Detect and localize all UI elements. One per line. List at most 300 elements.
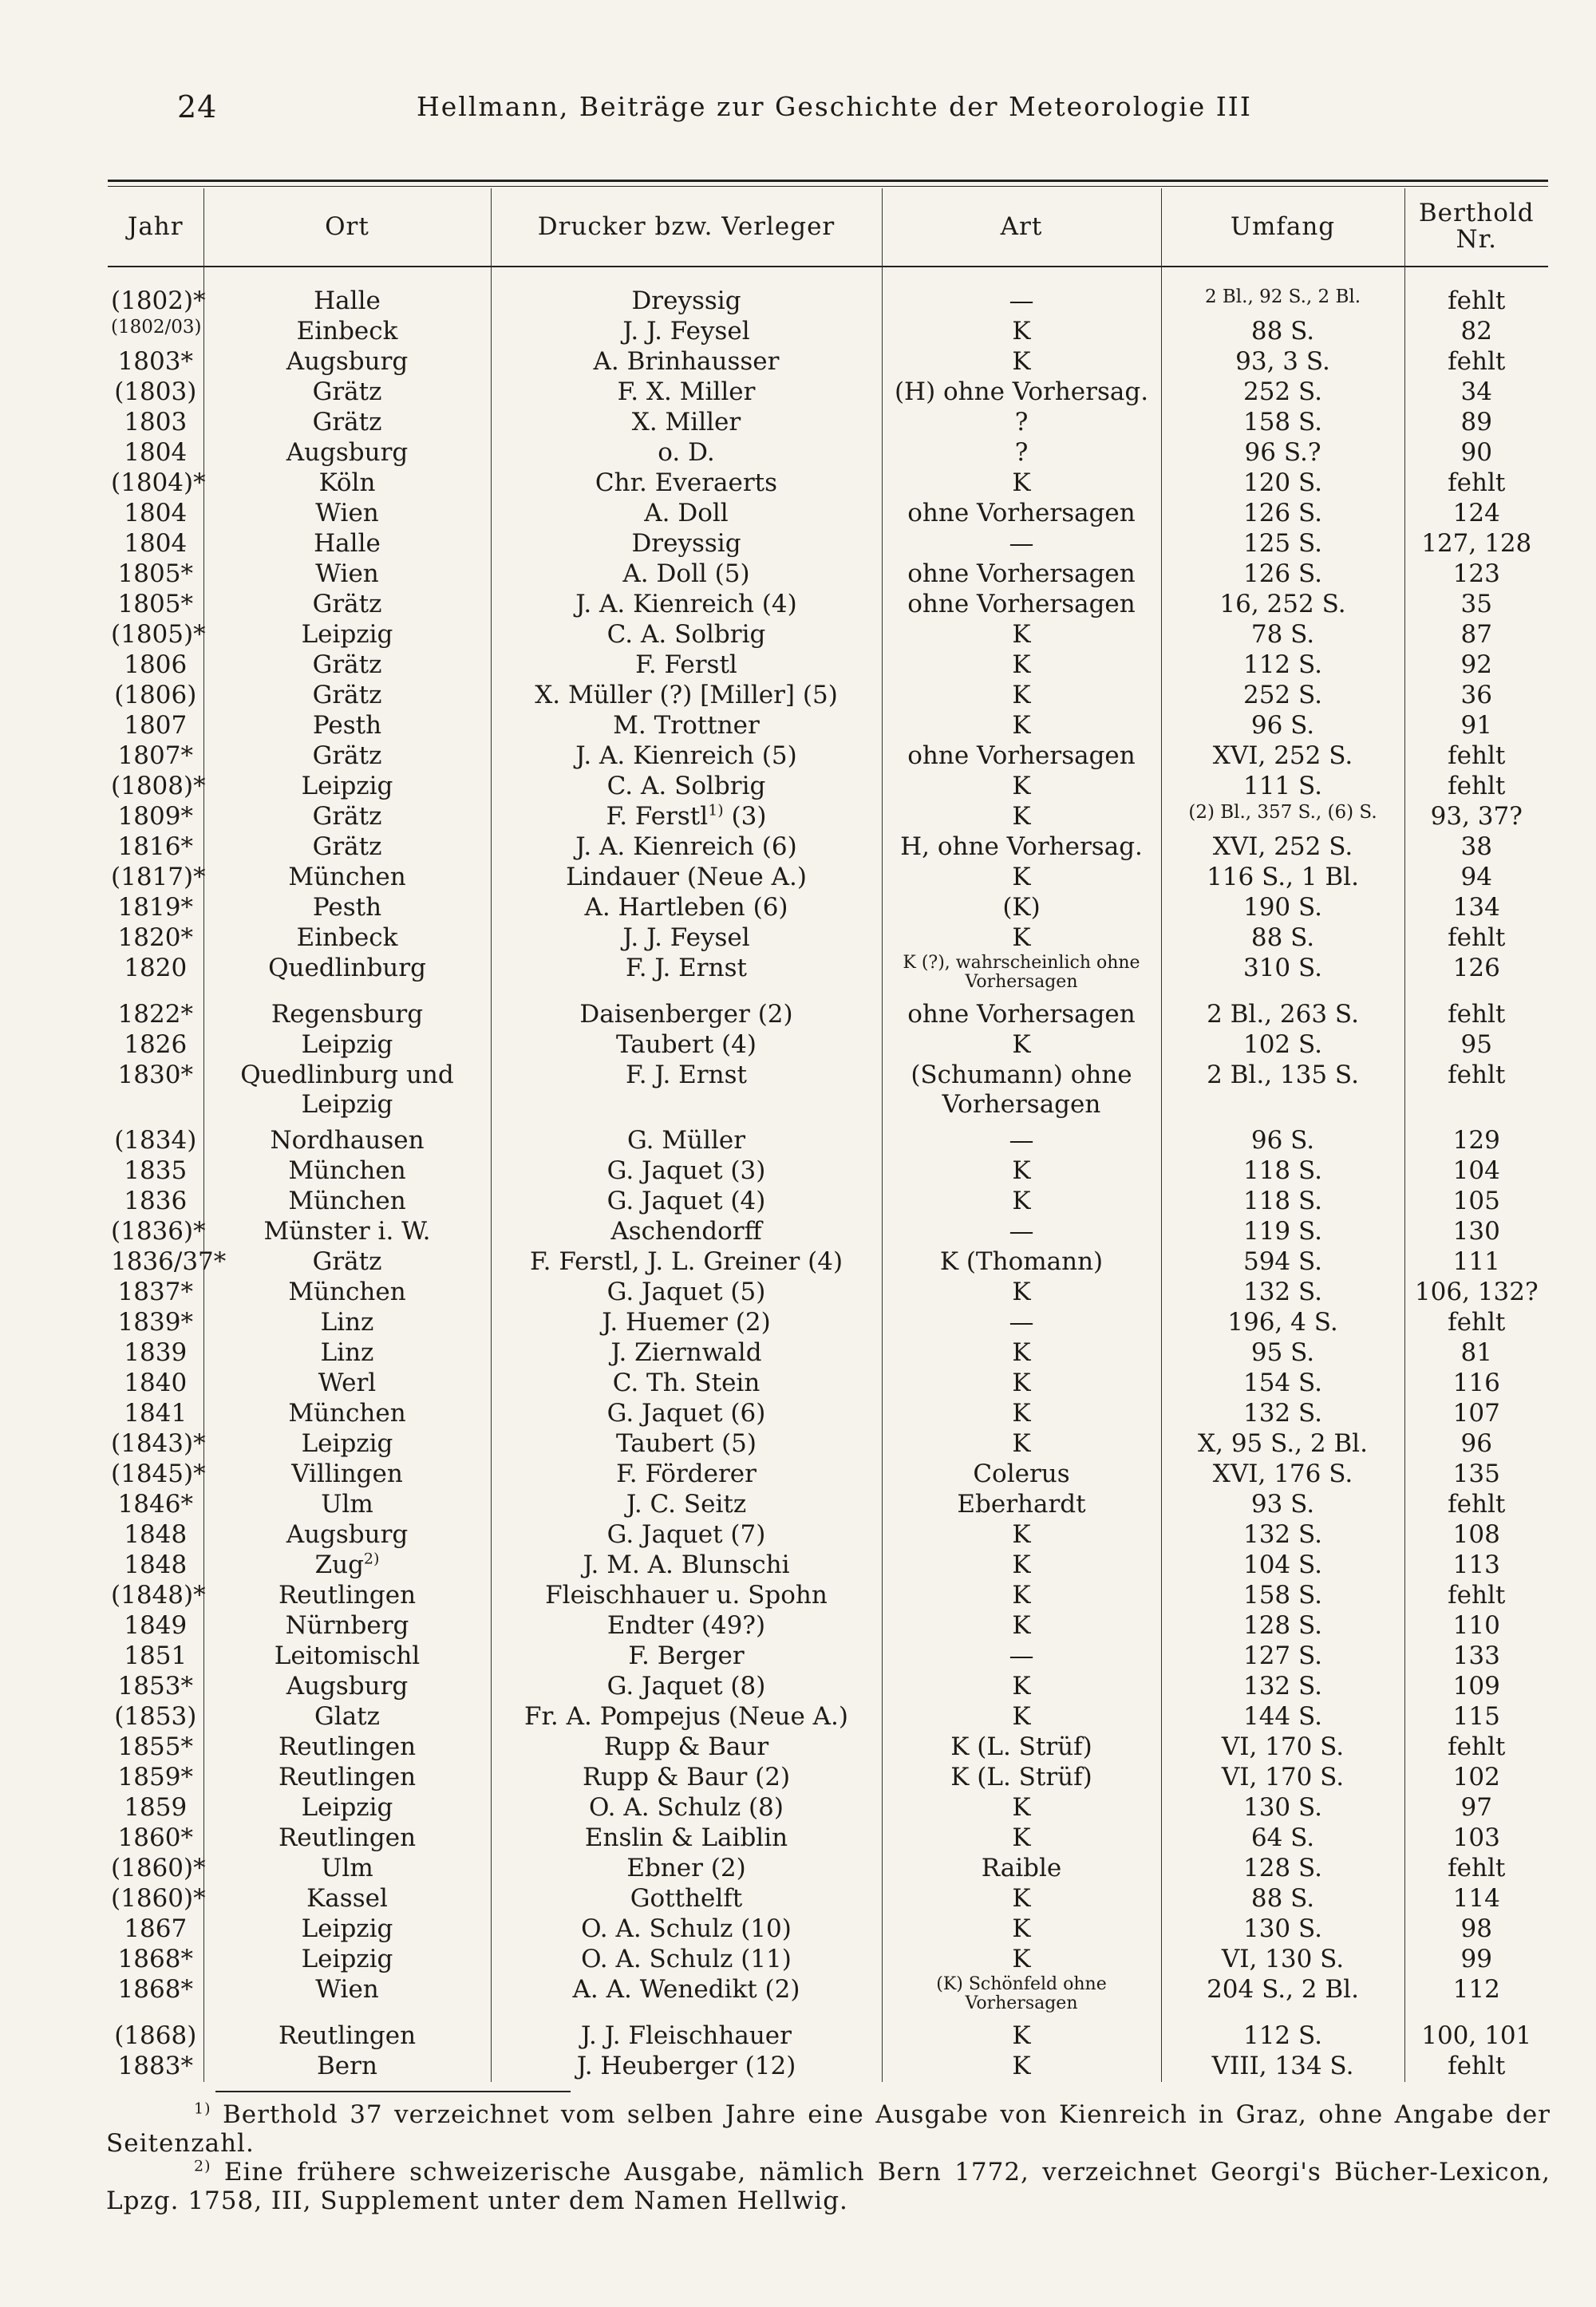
cell-jahr: 1820* [117,923,193,952]
cell-umfang: 125 S. [1161,529,1404,559]
footnote-ref: 2) [363,1550,380,1568]
ort-text: Augsburg [286,438,409,467]
cell-ort [203,1278,491,1308]
cell-jahr: 1836 [124,1187,188,1215]
cell-art: K [882,1581,1161,1611]
cell-art: K [882,1823,1161,1854]
cell-jahr: 1804 [124,499,188,527]
cell-drucker [491,741,882,772]
cell-art: K (L. Strüf) [882,1763,1161,1793]
cell-drucker [491,1520,882,1551]
cell-jahr: 1848 [124,1551,188,1579]
cell-drucker [491,650,882,681]
cell-drucker [491,1490,882,1520]
cell-umfang: 128 S. [1161,1854,1404,1884]
cell-umfang: 16, 252 S. [1161,590,1404,620]
cell-umfang: 158 S. [1161,408,1404,438]
ort-text: München [288,1278,406,1306]
table-row [108,1520,1548,1551]
cell-berthold: fehlt [1404,1061,1548,1126]
cell-art: K [882,1672,1161,1702]
cell-jahr: 1868* [117,1975,193,2004]
cell-drucker [491,1641,882,1672]
cell-umfang: 96 S. [1161,711,1404,741]
drucker-text: G. Jaquet (4) [606,1187,766,1215]
cell-jahr: (1806) [114,681,197,709]
cell-jahr: (1808)* [111,772,206,800]
cell-berthold: 81 [1404,1338,1548,1369]
cell-drucker [491,1914,882,1945]
ort-text: Reutlingen [278,1763,417,1791]
cell-berthold: 97 [1404,1793,1548,1823]
cell-jahr: 1860* [117,1823,193,1852]
cell-jahr: 1816* [117,832,193,861]
cell-ort [203,923,491,954]
cell-ort [203,408,491,438]
cell-art: (K) [882,893,1161,923]
cell-ort [203,802,491,832]
cell-jahr: (1868) [114,2021,197,2050]
ort-text: Wien [315,499,379,527]
table-top-rule [108,180,1548,182]
cell-art: K [882,650,1161,681]
cell-art: K [882,317,1161,347]
table-row [108,863,1548,893]
drucker-text: Lindauer (Neue A.) [566,863,807,891]
cell-drucker [491,377,882,408]
cell-ort [203,1217,491,1247]
drucker-text: G. Jaquet (7) [606,1520,766,1549]
cell-ort [203,559,491,590]
cell-jahr: (1804)* [111,468,206,497]
cell-ort [203,681,491,711]
cell-berthold: 105 [1404,1187,1548,1217]
cell-jahr: (1803) [114,377,197,406]
cell-ort [203,1369,491,1399]
ort-text: Leipzig [301,772,393,800]
drucker-text: Taubert (4) [616,1030,757,1059]
drucker-text: O. A. Schulz (10) [581,1914,792,1943]
table-row [108,1000,1548,1030]
cell-drucker [491,1030,882,1061]
table-row [108,1278,1548,1308]
cell-art: — [882,529,1161,559]
cell-umfang: 132 S. [1161,1278,1404,1308]
drucker-text: Enslin & Laiblin [584,1823,788,1852]
cell-berthold: fehlt [1404,772,1548,802]
cell-art: ohne Vorhersagen [882,590,1161,620]
cell-berthold: 134 [1404,893,1548,923]
cell-umfang: 111 S. [1161,772,1404,802]
cell-ort [203,377,491,408]
drucker-text: o. D. [658,438,715,467]
cell-drucker [491,408,882,438]
cell-art: K [882,772,1161,802]
table-row [108,1187,1548,1217]
ort-text: Pesth [312,893,382,922]
cell-art: Colerus [882,1460,1161,1490]
cell-jahr: (1802/03) [111,317,202,338]
drucker-text: G. Jaquet (8) [606,1672,766,1701]
cell-berthold: fehlt [1404,1000,1548,1030]
drucker-text: A. Doll (5) [622,559,750,588]
cell-umfang: 118 S. [1161,1187,1404,1217]
cell-berthold: 92 [1404,650,1548,681]
cell-jahr: 1809* [117,802,193,831]
drucker-text: J. J. Fleischhauer [581,2021,792,2050]
table-row [108,347,1548,377]
cell-jahr: 1803* [117,347,193,376]
table-row [108,1247,1548,1278]
cell-jahr: 1867 [124,1914,188,1943]
table-row [108,1854,1548,1884]
cell-ort [203,1551,491,1581]
cell-drucker [491,1975,882,2021]
cell-berthold: 111 [1404,1247,1548,1278]
cell-drucker [491,1823,882,1854]
cell-art: ohne Vorhersagen [882,499,1161,529]
cell-ort [203,772,491,802]
cell-jahr: 1819* [117,893,193,922]
running-title: Hellmann, Beiträge zur Geschichte der Meteorologie III [417,91,1252,122]
cell-ort [203,1854,491,1884]
cell-art: K [882,1429,1161,1460]
table-row [108,620,1548,650]
ort-text: Villingen [291,1460,403,1488]
running-head [177,89,1534,129]
cell-ort [203,1308,491,1338]
cell-art: — [882,1308,1161,1338]
cell-berthold: 110 [1404,1611,1548,1641]
cell-jahr: (1805)* [111,620,206,649]
drucker-text: F. Ferstl [635,650,737,679]
footnote-text: Eine frühere schweizerische Ausgabe, nämlich Bern 1772, verzeichnet Georgi's Bücher-Lexicon, Lpzg. 1758, III, Supplement unter dem Namen Hellwig. [106,2158,1551,2215]
cell-art: (K) Schönfeld ohne Vorhersagen [882,1975,1161,2021]
cell-umfang: 2 Bl., 92 S., 2 Bl. [1161,286,1404,317]
cell-umfang: 102 S. [1161,1030,1404,1061]
cell-drucker [491,772,882,802]
cell-art: K (Thomann) [882,1247,1161,1278]
cell-ort [203,1732,491,1763]
table-row [108,1126,1548,1156]
cell-jahr: (1860)* [111,1884,206,1913]
cell-jahr: 1820 [124,954,188,982]
table-row [108,1490,1548,1520]
ort-text: Leipzig [301,1945,393,1973]
cell-umfang: VIII, 134 S. [1161,2052,1404,2082]
cell-umfang: 104 S. [1161,1551,1404,1581]
table-spacer [108,265,1548,286]
ort-text: Nordhausen [270,1126,425,1155]
cell-ort [203,1702,491,1732]
cell-umfang: 594 S. [1161,1247,1404,1278]
ort-text: Grätz [312,408,382,437]
ort-text: Bern [317,2052,377,2080]
table-row [108,1399,1548,1429]
cell-umfang: 93, 3 S. [1161,347,1404,377]
cell-berthold: 130 [1404,1217,1548,1247]
cell-art: H, ohne Vorhersag. [882,832,1161,863]
cell-umfang: 2 Bl., 135 S. [1161,1061,1404,1126]
cell-ort [203,1187,491,1217]
cell-art: (H) ohne Vorhersag. [882,377,1161,408]
drucker-text: X. Miller [631,408,741,437]
cell-ort [203,2021,491,2052]
cell-drucker [491,590,882,620]
drucker-text: F. J. Ernst [626,954,747,982]
cell-drucker [491,438,882,468]
cell-art: ohne Vorhersagen [882,741,1161,772]
cell-umfang: 116 S., 1 Bl. [1161,863,1404,893]
cell-drucker [491,923,882,954]
cell-berthold: fehlt [1404,2052,1548,2082]
drucker-text: Fleischhauer u. Spohn [545,1581,828,1610]
cell-ort [203,1490,491,1520]
table-row [108,317,1548,347]
table-row [108,741,1548,772]
ort-text: Leipzig [301,1030,393,1059]
cell-jahr: (1845)* [111,1460,206,1488]
footnote-text: Berthold 37 verzeichnet vom selben Jahre eine Ausgabe von Kienreich in Graz, ohne Angabe der Seitenzahl. [106,2100,1551,2158]
cell-jahr: 1836/37* [111,1247,227,1276]
footnote-1 [106,2100,1551,2158]
drucker-text: F. Ferstl [606,802,709,831]
drucker-text: A. Brinhausser [593,347,780,376]
cell-berthold: 95 [1404,1030,1548,1061]
cell-drucker [491,1732,882,1763]
cell-umfang: 96 S. [1161,1126,1404,1156]
ort-text: Grätz [312,832,382,861]
ort-text: Glatz [314,1702,380,1731]
cell-jahr: 1851 [124,1641,188,1670]
cell-umfang: 144 S. [1161,1702,1404,1732]
table-row [108,1581,1548,1611]
cell-drucker [491,1217,882,1247]
footnote-2 [106,2158,1551,2215]
cell-jahr: 1807* [117,741,193,770]
ort-text: Leipzig [301,1914,393,1943]
ort-text: Münster i. W. [263,1217,431,1246]
cell-art: K [882,711,1161,741]
cell-umfang: 78 S. [1161,620,1404,650]
cell-umfang: 126 S. [1161,559,1404,590]
cell-art: K [882,2052,1161,2082]
cell-berthold: 89 [1404,408,1548,438]
cell-umfang: XVI, 252 S. [1161,741,1404,772]
cell-ort [203,1399,491,1429]
cell-drucker [491,559,882,590]
cell-jahr: 1868* [117,1945,193,1973]
footnote-mark: 1) [194,2100,211,2118]
cell-drucker [491,1369,882,1399]
cell-berthold: 109 [1404,1672,1548,1702]
table-row [108,1641,1548,1672]
ort-text: Wien [315,559,379,588]
cell-berthold: 94 [1404,863,1548,893]
cell-umfang: 93 S. [1161,1490,1404,1520]
ort-text: Grätz [312,377,382,406]
cell-umfang: X, 95 S., 2 Bl. [1161,1429,1404,1460]
cell-jahr: 1853* [117,1672,193,1701]
cell-ort [203,286,491,317]
cell-drucker [491,1399,882,1429]
cell-umfang: XVI, 176 S. [1161,1460,1404,1490]
cell-drucker [491,1126,882,1156]
cell-ort [203,1793,491,1823]
ort-text: Wien [315,1975,379,2004]
cell-jahr: 1805* [117,590,193,618]
cell-ort [203,1641,491,1672]
cell-ort [203,1429,491,1460]
table-row [108,1702,1548,1732]
cell-ort [203,1823,491,1854]
cell-jahr: 1841 [124,1399,188,1428]
drucker-text: G. Jaquet (6) [606,1399,766,1428]
drucker-text: Dreyssig [631,529,741,558]
cell-drucker [491,529,882,559]
table-row [108,711,1548,741]
cell-berthold: 103 [1404,1823,1548,1854]
drucker-text: O. A. Schulz (11) [581,1945,792,1973]
cell-umfang: 310 S. [1161,954,1404,1000]
ort-text: Linz [320,1308,374,1337]
cell-umfang: 132 S. [1161,1672,1404,1702]
cell-umfang: 190 S. [1161,893,1404,923]
drucker-text: M. Trottner [613,711,760,740]
table-row [108,1156,1548,1187]
header-berthold: Berthold Nr. [1404,188,1548,265]
header-art: Art [882,188,1161,265]
cell-drucker [491,1884,882,1914]
cell-berthold: 107 [1404,1399,1548,1429]
cell-berthold: 113 [1404,1551,1548,1581]
cell-art: K [882,681,1161,711]
drucker-text: J. A. Kienreich (6) [575,832,797,861]
table-row [108,1732,1548,1763]
drucker-text: G. Jaquet (3) [606,1156,766,1185]
table-row [108,1460,1548,1490]
cell-umfang: 132 S. [1161,1520,1404,1551]
cell-berthold: 126 [1404,954,1548,1000]
cell-berthold: 36 [1404,681,1548,711]
cell-berthold: 96 [1404,1429,1548,1460]
cell-ort [203,1030,491,1061]
cell-jahr: (1843)* [111,1429,206,1458]
ort-text: München [288,1187,406,1215]
drucker-text: F. J. Ernst [626,1061,747,1089]
cell-art: K [882,1399,1161,1429]
cell-ort [203,711,491,741]
cell-drucker [491,1308,882,1338]
table-row [108,559,1548,590]
table-row [108,377,1548,408]
cell-umfang: XVI, 252 S. [1161,832,1404,863]
header-drucker: Drucker bzw. Verleger [491,188,882,265]
table-row [108,1061,1548,1126]
cell-berthold: 112 [1404,1975,1548,2021]
cell-berthold: 104 [1404,1156,1548,1187]
drucker-text: Gotthelft [630,1884,743,1913]
table-row [108,772,1548,802]
cell-ort [203,863,491,893]
ort-text: Reutlingen [278,1823,417,1852]
drucker-text: G. Jaquet (5) [606,1278,766,1306]
cell-berthold: 38 [1404,832,1548,863]
ort-text: Grätz [312,650,382,679]
cell-jahr: 1848 [124,1520,188,1549]
table-row [108,802,1548,832]
ort-text: Grätz [312,1247,382,1276]
cell-berthold: 108 [1404,1520,1548,1551]
ort-text: Reutlingen [278,1732,417,1761]
cell-ort [203,499,491,529]
cell-art: Eberhardt [882,1490,1161,1520]
cell-art: K [882,1945,1161,1975]
cell-art: — [882,286,1161,317]
ort-text: Augsburg [286,1520,409,1549]
footnote-mark: 2) [194,2157,211,2175]
cell-ort [203,650,491,681]
table-row [108,681,1548,711]
cell-art: K [882,1030,1161,1061]
cell-drucker [491,317,882,347]
cell-drucker [491,286,882,317]
cell-ort [203,1247,491,1278]
cell-jahr: 1859* [117,1763,193,1791]
drucker-text: Endter (49?) [606,1611,766,1640]
cell-jahr: 1803 [124,408,188,437]
cell-jahr: 1805* [117,559,193,588]
cell-art: ohne Vorhersagen [882,559,1161,590]
drucker-text: C. A. Solbrig [606,772,766,800]
cell-jahr: 1822* [117,1000,193,1029]
table-row [108,1338,1548,1369]
cell-ort [203,1975,491,2021]
drucker-text: C. A. Solbrig [606,620,766,649]
cell-jahr: 1840 [124,1369,188,1397]
cell-ort [203,1672,491,1702]
cell-ort [203,893,491,923]
ort-text: München [288,1399,406,1428]
cell-berthold: fehlt [1404,1490,1548,1520]
table-row [108,408,1548,438]
cell-jahr: 1859 [124,1793,188,1822]
cell-art: K [882,1520,1161,1551]
cell-ort [203,317,491,347]
cell-drucker [491,1702,882,1732]
header-umfang: Umfang [1161,188,1404,265]
cell-drucker [491,1000,882,1030]
cell-berthold: fehlt [1404,1581,1548,1611]
cell-berthold: fehlt [1404,468,1548,499]
cell-art: K [882,1187,1161,1217]
ort-text: Werl [318,1369,377,1397]
ort-text: Leipzig [301,1429,393,1458]
ort-text: Nürnberg [285,1611,409,1640]
cell-berthold: fehlt [1404,347,1548,377]
ort-text: Leitomischl [274,1641,421,1670]
cell-drucker [491,2021,882,2052]
cell-umfang: 127 S. [1161,1641,1404,1672]
cell-ort [203,954,491,1000]
cell-jahr: 1804 [124,529,188,558]
cell-drucker [491,1672,882,1702]
cell-berthold: 133 [1404,1641,1548,1672]
cell-ort [203,1884,491,1914]
cell-umfang: 158 S. [1161,1581,1404,1611]
cell-ort [203,1126,491,1156]
cell-art: K [882,347,1161,377]
